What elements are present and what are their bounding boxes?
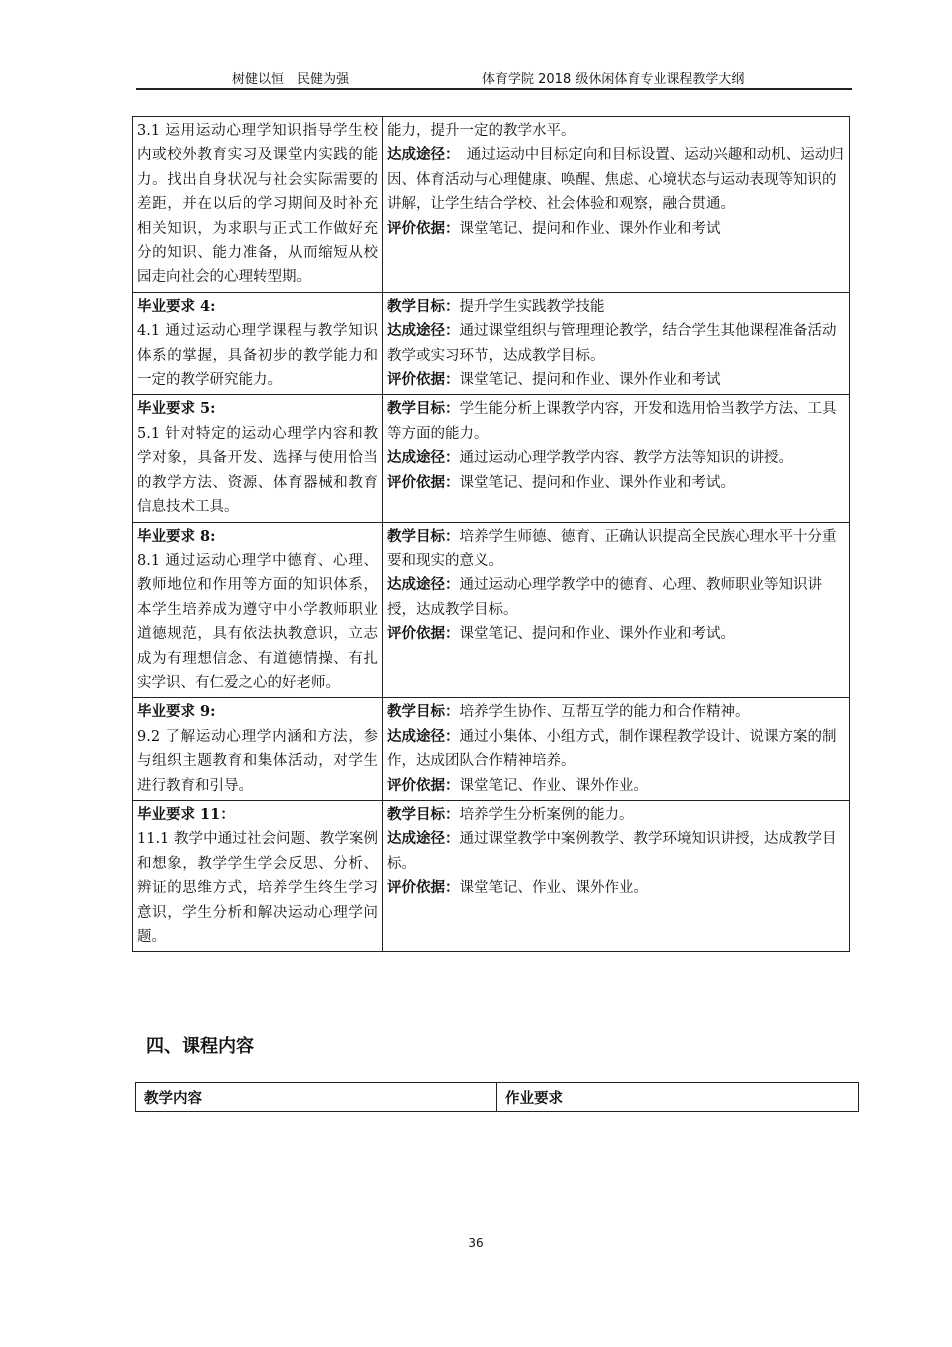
goal-text: 学生能分析上课教学内容，开发和选用恰当教学方法、工具等方面的能力。 xyxy=(387,401,837,442)
goal-label: 教学目标： xyxy=(387,297,460,315)
goal-label: 教学目标： xyxy=(387,400,460,418)
table-row xyxy=(133,292,850,395)
eval-label: 评价依据： xyxy=(387,371,460,389)
page-number: 36 xyxy=(468,1236,484,1250)
path-text: 通过运动心理学教学内容、教学方法等知识的讲授。 xyxy=(459,450,793,467)
path-text: 通过小集体、小组方式，制作课程教学设计、说课方案的制作，达成团队合作精神培养。 xyxy=(387,728,837,770)
column-header-homework: 作业要求 xyxy=(497,1083,859,1112)
table-row xyxy=(133,800,850,951)
eval-label: 评价依据： xyxy=(387,776,460,794)
requirement-text: 9.2 了解运动心理学内涵和方法，参与组织主题教育和集体活动，对学生进行教育和引导。 xyxy=(137,728,378,794)
path-label: 达成途径： xyxy=(387,576,460,594)
table-row xyxy=(133,117,850,293)
eval-label: 评价依据： xyxy=(387,473,460,491)
table-row xyxy=(133,522,850,698)
goal-text: 培养学生分析案例的能力。 xyxy=(459,806,634,823)
eval-text: 课堂笔记、作业、课外作业。 xyxy=(459,880,648,897)
requirement-title: 毕业要求 5: xyxy=(137,400,216,418)
goal-label: 教学目标： xyxy=(387,805,460,823)
goal-cell xyxy=(383,522,850,698)
goal-label: 教学目标： xyxy=(387,703,460,721)
requirement-text: 11.1 教学中通过社会问题、教学案例和想象，教学学生学会反思、分析、辨证的思维方式，培养学生终生学习意识，学生分析和解决运动心理学问题。 xyxy=(137,831,378,945)
path-text: 通过运动心理学教学中的德育、心理、教师职业等知识讲授，达成教学目标。 xyxy=(387,577,822,618)
requirement-cell xyxy=(133,800,383,951)
goal-text: 能力，提升一定的教学水平。 xyxy=(387,123,576,139)
requirement-cell xyxy=(133,698,383,801)
eval-text: 课堂笔记、提问和作业、课外作业和考试 xyxy=(459,220,721,237)
goal-cell xyxy=(383,698,850,801)
path-label: 达成途径： xyxy=(387,146,453,164)
eval-label: 评价依据： xyxy=(387,219,460,237)
eval-text: 课堂笔记、提问和作业、课外作业和考试。 xyxy=(459,474,735,491)
page-header xyxy=(136,66,852,90)
eval-text: 课堂笔记、作业、课外作业。 xyxy=(459,777,648,794)
requirement-title: 毕业要求 4: xyxy=(137,297,216,315)
goal-text: 提升学生实践教学技能 xyxy=(459,298,605,315)
goal-cell xyxy=(383,292,850,395)
goal-cell xyxy=(383,117,850,293)
outcomes-table xyxy=(132,116,850,952)
column-header-content: 教学内容 xyxy=(136,1083,497,1112)
path-label: 达成途径： xyxy=(387,727,460,745)
table-row xyxy=(133,698,850,801)
requirement-text: 3.1 运用运动心理学知识指导学生校内或校外教育实习及课堂内实践的能力。找出自身状况与社会实际需要的差距，并在以后的学习期间及时补充相关知识，为求职与正式工作做好充分的知识、能力准备，从而缩短从校园走向社会的心理转型期。 xyxy=(137,123,378,286)
goal-text: 培养学生协作、互帮互学的能力和合作精神。 xyxy=(459,704,750,721)
requirement-cell xyxy=(133,117,383,293)
path-text: 通过课堂组织与管理理论教学，结合学生其他课程准备活动教学或实习环节，达成教学目标。 xyxy=(387,323,837,364)
header-motto: 树健以恒 民健为强 xyxy=(232,72,350,87)
course-content-table xyxy=(135,1082,859,1112)
path-label: 达成途径： xyxy=(387,449,460,467)
table-row xyxy=(133,395,850,522)
path-text: 通过运动中目标定向和目标设置、运动兴趣和动机、运动归因、体育活动与心理健康、唤醒、焦虑、心境状态与运动表现等知识的讲解，让学生结合学校、社会体验和观察，融合贯通。 xyxy=(387,147,844,213)
eval-text: 课堂笔记、提问和作业、课外作业和考试 xyxy=(459,372,721,389)
goal-label: 教学目标： xyxy=(387,527,460,545)
requirement-text: 8.1 通过运动心理学中德育、心理、教师地位和作用等方面的知识体系，本学生培养成为遵守中小学教师职业道德规范，具有依法执教意识，立志成为有理想信念、有道德情操、有扎实学识、有仁爱之心的好老师。 xyxy=(137,552,378,691)
path-text: 通过课堂教学中案例教学、教学环境知识讲授，达成教学目标。 xyxy=(387,831,837,872)
requirement-cell xyxy=(133,522,383,698)
path-label: 达成途径： xyxy=(387,830,460,848)
table-header-row xyxy=(136,1083,859,1112)
requirement-title: 毕业要求 9: xyxy=(137,703,216,721)
requirement-title: 毕业要求 11： xyxy=(137,805,235,823)
eval-text: 课堂笔记、提问和作业、课外作业和考试。 xyxy=(459,626,735,643)
requirement-text: 5.1 针对特定的运动心理学内容和教学对象，具备开发、选择与使用恰当的教学方法、资源、体育器械和教育信息技术工具。 xyxy=(137,425,378,516)
requirement-title: 毕业要求 8: xyxy=(137,527,216,545)
requirement-cell xyxy=(133,395,383,522)
goal-text: 培养学生师德、德育、正确认识提高全民族心理水平十分重要和现实的意义。 xyxy=(387,528,837,569)
eval-label: 评价依据： xyxy=(387,879,460,897)
header-doc-title: 体育学院 2018 级休闲体育专业课程教学大纲 xyxy=(482,72,745,87)
goal-cell xyxy=(383,395,850,522)
eval-label: 评价依据： xyxy=(387,625,460,643)
requirement-text: 4.1 通过运动心理学课程与教学知识体系的掌握，具备初步的教学能力和一定的教学研究能力。 xyxy=(137,323,378,389)
goal-cell xyxy=(383,800,850,951)
path-label: 达成途径： xyxy=(387,322,460,340)
requirement-cell xyxy=(133,292,383,395)
section-title: 四、课程内容 xyxy=(146,1036,254,1057)
